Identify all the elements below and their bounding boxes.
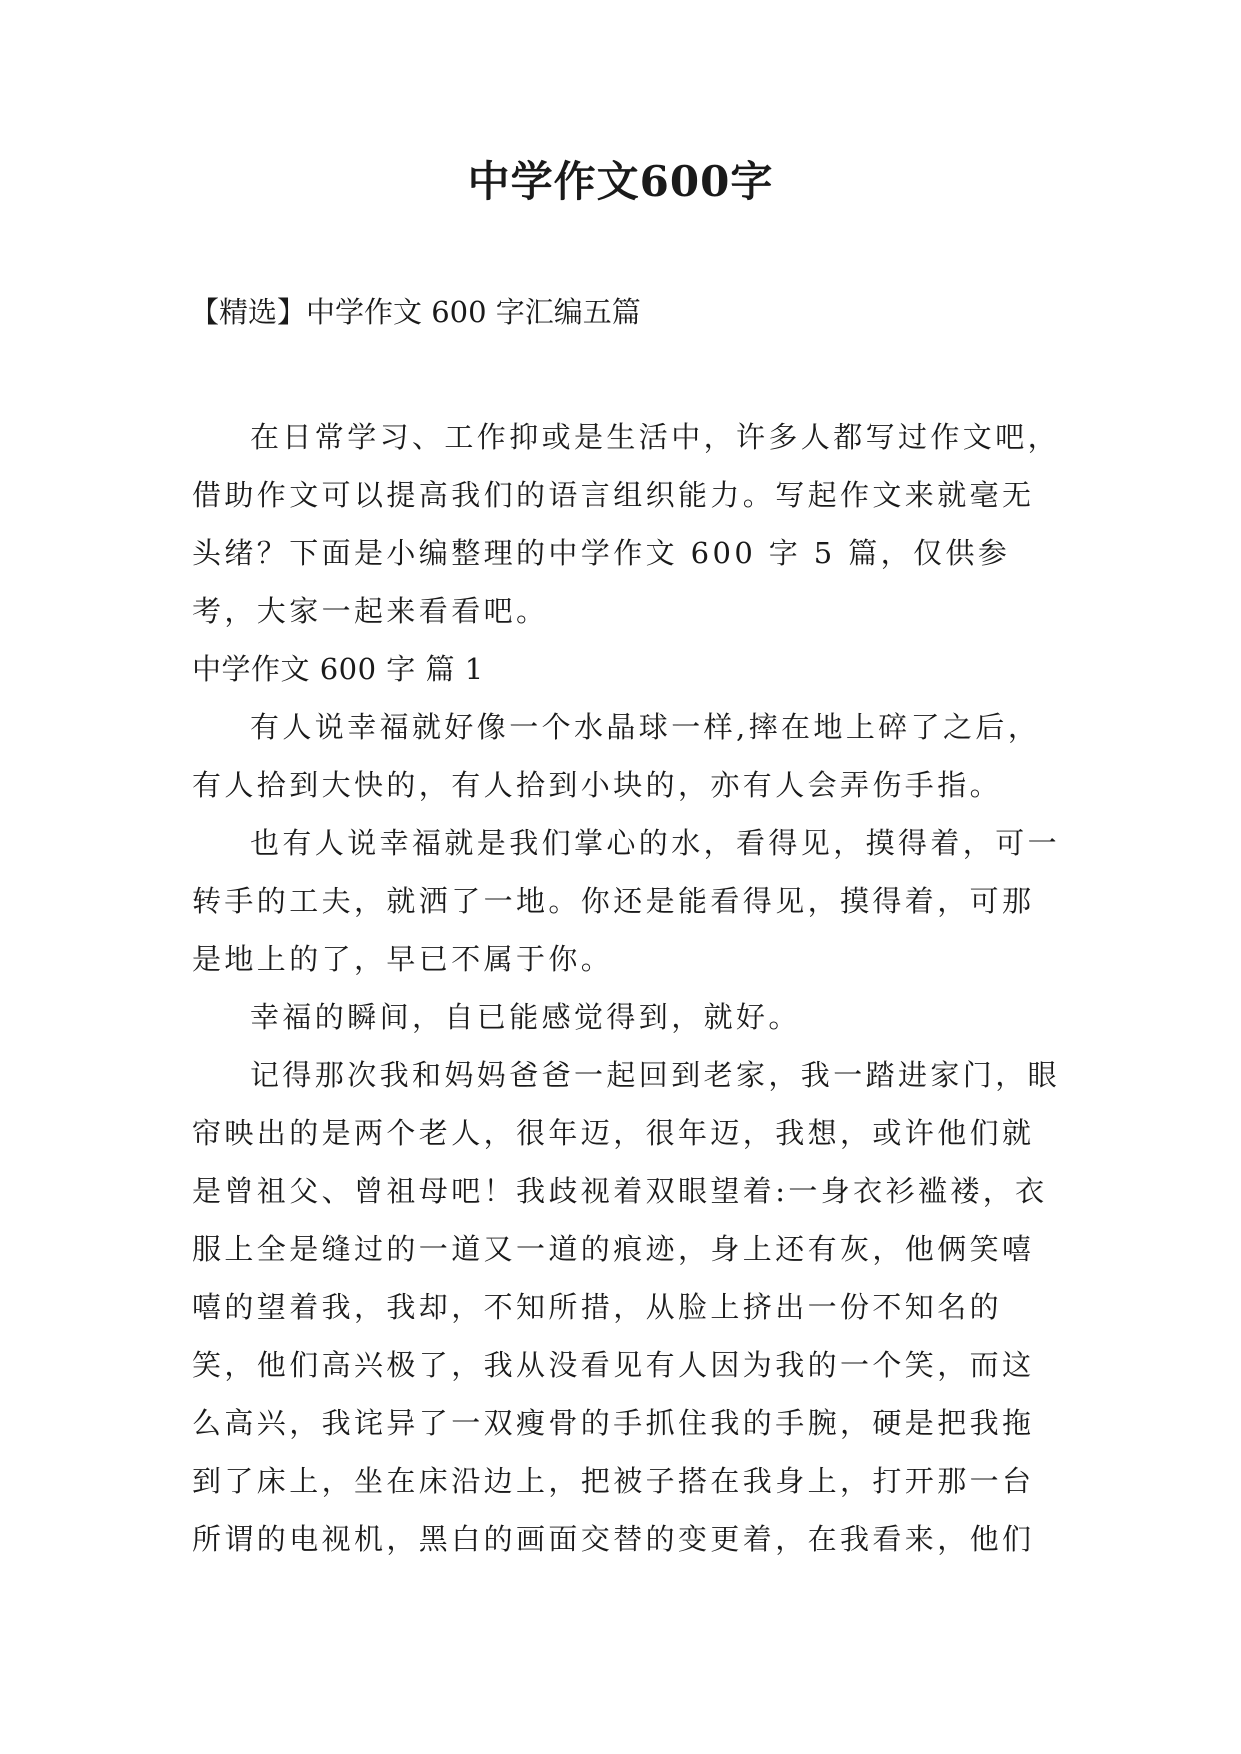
body-paragraph: 有人说幸福就好像一个水晶球一样,摔在地上碎了之后，有人拾到大快的，有人拾到小块的，亦有人会弄伤手指。 [192,710,1041,802]
document-body [192,408,1060,1568]
document-subtitle: 【精选】中学作文 600 字汇编五篇 [190,295,641,329]
document-title: 中学作文600字 [467,157,774,206]
body-paragraph: 也有人说幸福就是我们掌心的水，看得见，摸得着，可一转手的工夫，就洒了一地。你还是能看得见，摸得着，可那是地上的了，早已不属于你。 [192,826,1061,976]
body-paragraph: 幸福的瞬间，自已能感觉得到，就好。 [250,1000,801,1034]
body-paragraph: 记得那次我和妈妈爸爸一起回到老家，我一踏进家门，眼帘映出的是两个老人，很年迈，很年迈，我想，或许他们就是曾祖父、曾祖母吧！我歧视着双眼望着:一身衣衫褴褛，衣服上全是缝过的一道又一道的痕迹，身上还有灰，他俩笑嘻嘻的望着我，我却，不知所措，从脸上挤出一份不知名的笑，他们高兴极了，我从没看见有人因为我的一个笑，而这么高兴，我诧异了一双瘦骨的手抓住我的手腕，硬是把我拖到了床上，坐在床沿边上，把被子搭在我身上，打开那一台所谓的电视机，黑白的画面交替的变更着，在我看来，他们 [192,1058,1061,1556]
section-heading: 中学作文 600 字 篇 1 [192,652,484,686]
intro-paragraph: 在日常学习、工作抑或是生活中，许多人都写过作文吧，借助作文可以提高我们的语言组织能力。写起作文来就毫无头绪？下面是小编整理的中学作文 600 字 5 篇，仅供参考，大家一起来看看吧。 [192,420,1061,628]
